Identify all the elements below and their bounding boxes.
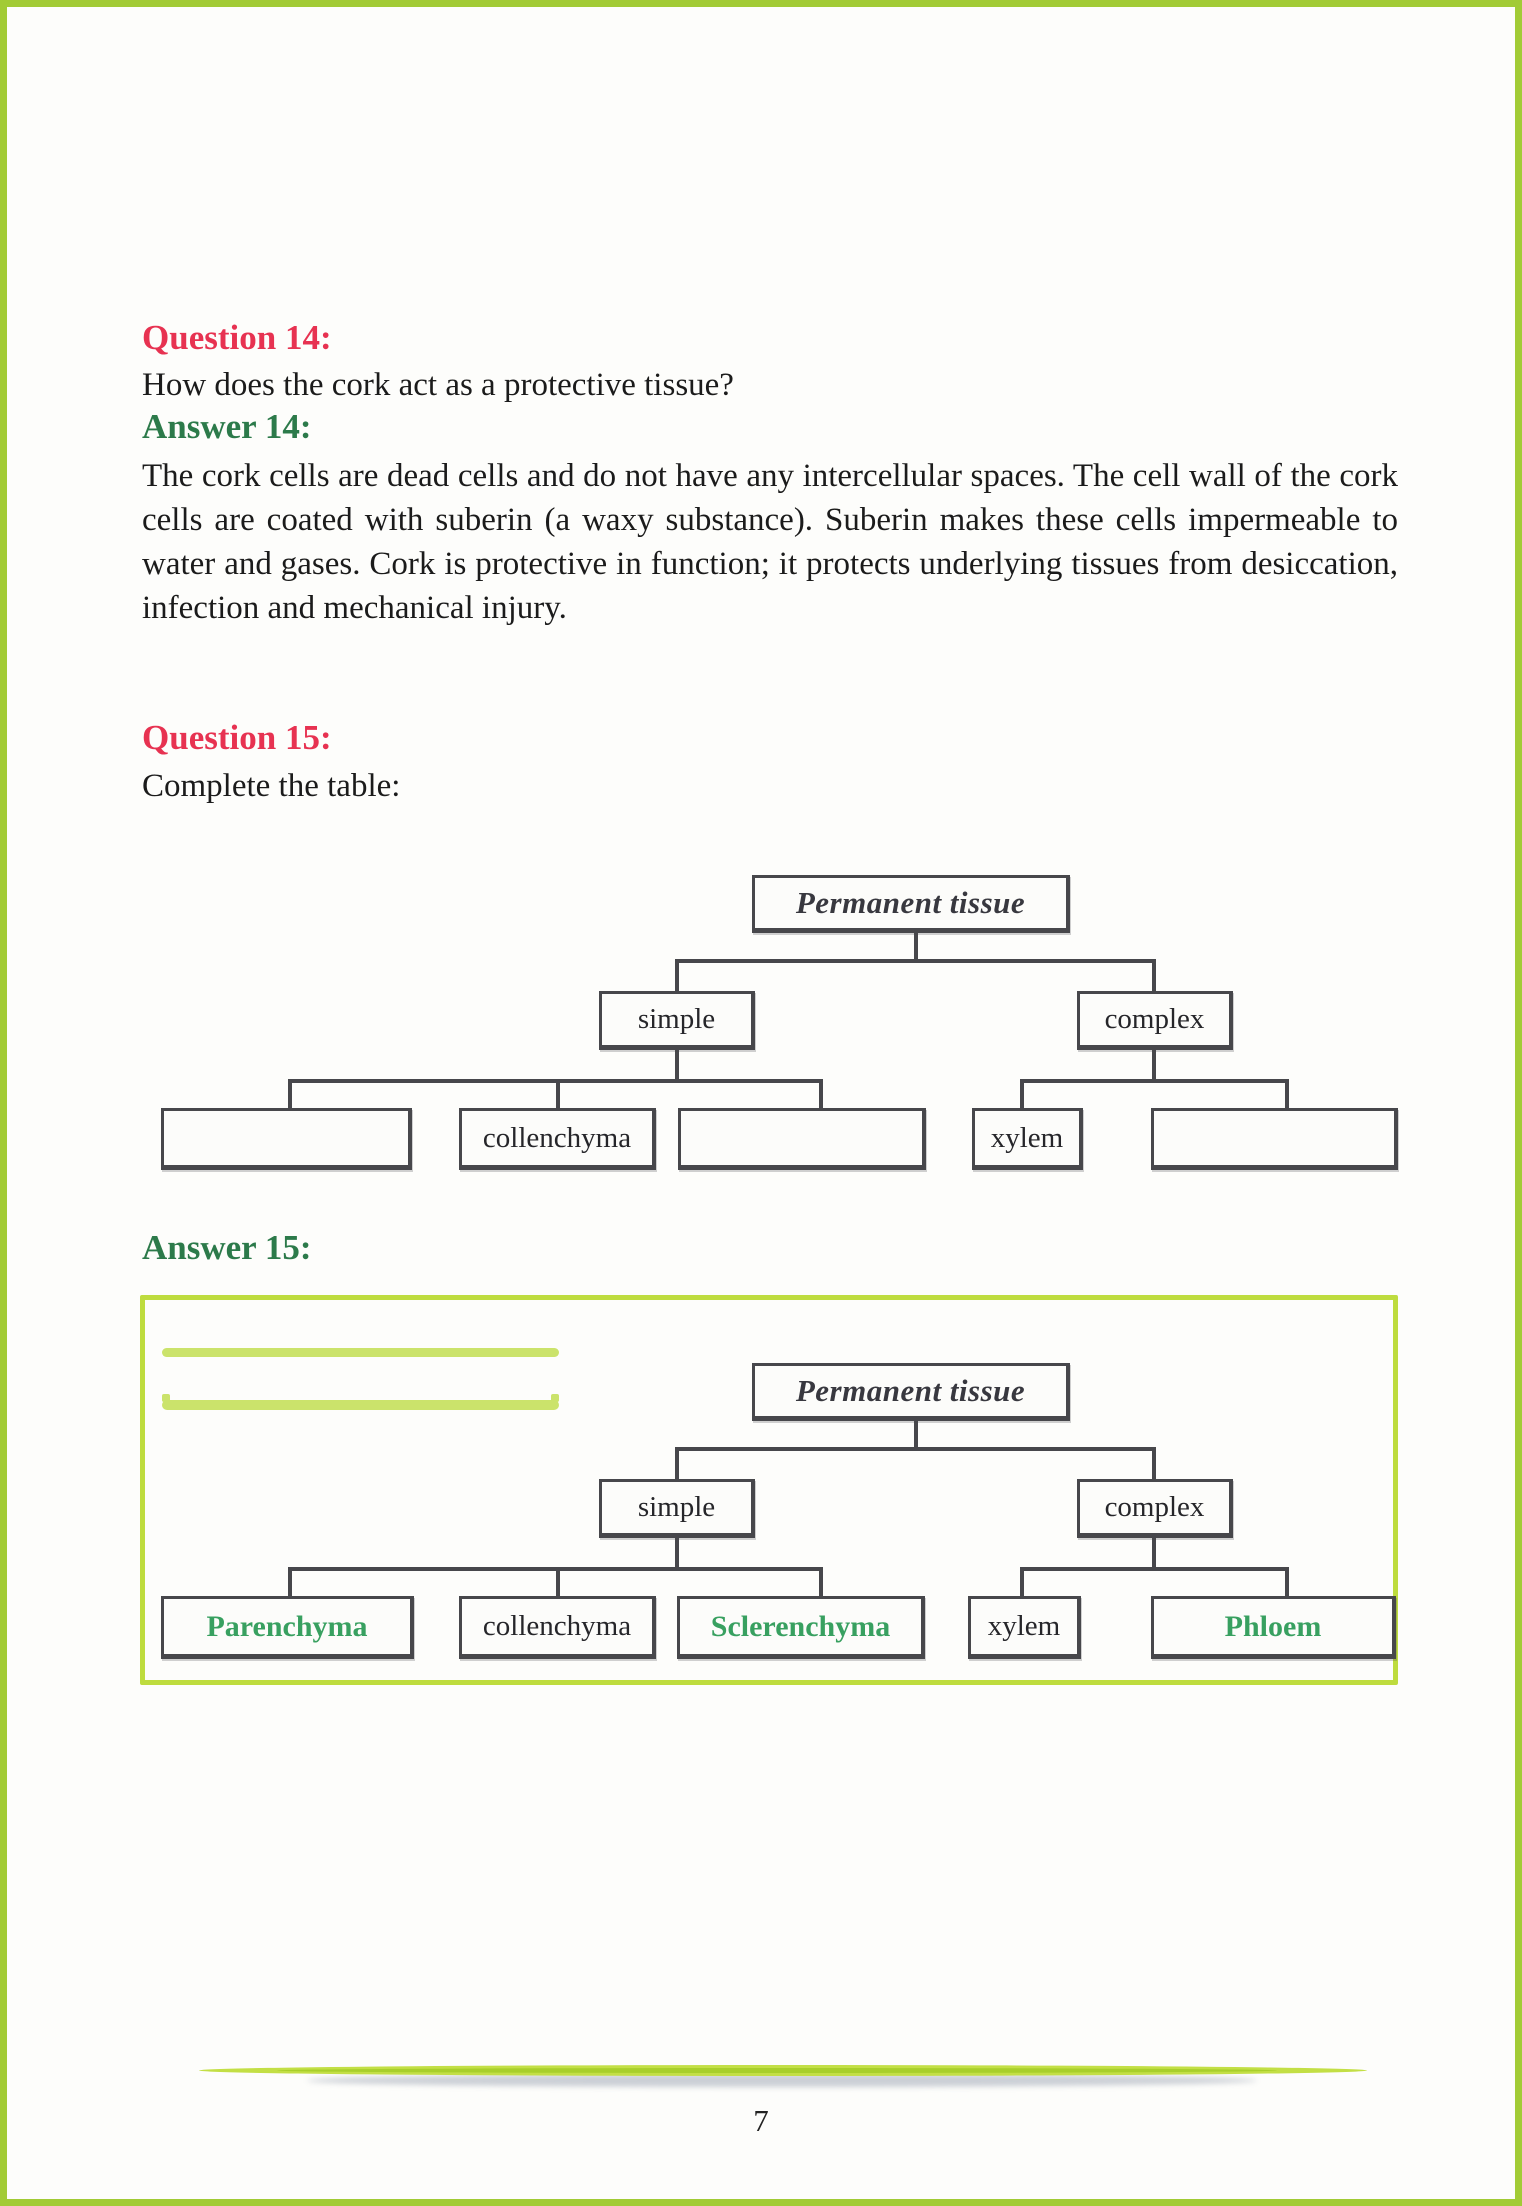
- connector-line: [1152, 959, 1156, 993]
- answer-14-heading: Answer 14:: [142, 407, 312, 446]
- connector-line: [1152, 1447, 1156, 1481]
- question-14-text: How does the cork act as a protective tissue?: [142, 367, 734, 403]
- node-xylem-answer: xylem: [968, 1596, 1081, 1659]
- highlight-bar: [162, 1348, 559, 1357]
- connector-line: [1020, 1079, 1024, 1110]
- node-xylem: xylem: [972, 1108, 1083, 1170]
- node-sclerenchyma: Sclerenchyma: [677, 1596, 925, 1659]
- node-permanent-tissue: Permanent tissue: [752, 875, 1070, 933]
- node-complex: complex: [1077, 991, 1233, 1050]
- connector-line: [675, 1538, 679, 1569]
- connector-line: [675, 1447, 679, 1481]
- connector-line: [914, 933, 918, 961]
- connector-line: [1152, 1050, 1156, 1081]
- node-blank-1: [161, 1108, 412, 1170]
- question-15-text: Complete the table:: [142, 768, 401, 804]
- connector-line: [1285, 1079, 1289, 1110]
- connector-line: [1020, 1079, 1289, 1083]
- node-permanent-tissue-answer: Permanent tissue: [752, 1363, 1070, 1421]
- connector-line: [675, 1050, 679, 1081]
- connector-line: [1020, 1567, 1024, 1598]
- node-blank-3: [1151, 1108, 1398, 1170]
- answer-15-diagram: [7, 1363, 1522, 1663]
- connector-line: [1285, 1567, 1289, 1598]
- answer-15-heading: Answer 15:: [142, 1228, 312, 1267]
- connector-line: [675, 959, 679, 993]
- connector-line: [288, 1079, 292, 1110]
- connector-line: [288, 1567, 292, 1598]
- node-complex-answer: complex: [1077, 1479, 1233, 1538]
- node-blank-2: [678, 1108, 926, 1170]
- question-15-diagram: [7, 875, 1522, 1175]
- question-15-heading: Question 15:: [142, 718, 332, 757]
- connector-line: [914, 1421, 918, 1449]
- connector-line: [1152, 1538, 1156, 1569]
- node-simple: simple: [599, 991, 755, 1050]
- node-phloem: Phloem: [1151, 1596, 1396, 1659]
- answer-14-text: The cork cells are dead cells and do not have any intercellular spaces. The cell wall of the cork cells are coated with suberin (a waxy substance). Suberin makes these cells impermeable to water and gases. Cork is protective in function; it protects underlying tissues from desiccation, infection and mechanical injury.: [142, 458, 1398, 626]
- node-parenchyma: Parenchyma: [161, 1596, 414, 1659]
- connector-line: [819, 1079, 823, 1110]
- question-14-heading: Question 14:: [142, 318, 332, 357]
- page-number: 7: [753, 2103, 769, 2138]
- connector-line: [819, 1567, 823, 1598]
- node-collenchyma-answer: collenchyma: [459, 1596, 656, 1659]
- connector-line: [556, 1079, 560, 1110]
- node-collenchyma: collenchyma: [459, 1108, 656, 1170]
- connector-line: [1020, 1567, 1289, 1571]
- connector-line: [675, 959, 1156, 963]
- connector-line: [675, 1447, 1156, 1451]
- footer-divider-core: [277, 2068, 1277, 2073]
- node-simple-answer: simple: [599, 1479, 755, 1538]
- connector-line: [556, 1567, 560, 1598]
